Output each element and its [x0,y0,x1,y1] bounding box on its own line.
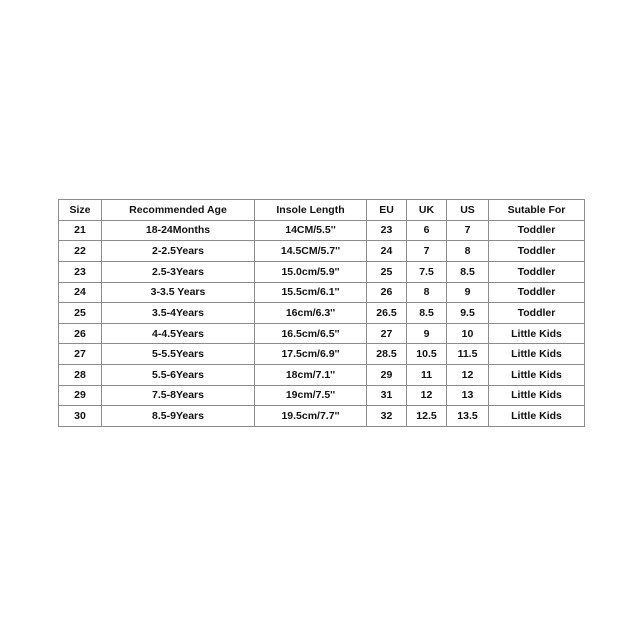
suitable-for-cell: Toddler [489,303,585,324]
us-cell: 8.5 [447,261,489,282]
uk-cell: 12.5 [407,406,447,427]
header-uk: UK [407,200,447,221]
us-cell: 8 [447,241,489,262]
age-cell: 18-24Months [102,220,255,241]
uk-cell: 10.5 [407,344,447,365]
age-cell: 2-2.5Years [102,241,255,262]
suitable-for-cell: Little Kids [489,406,585,427]
uk-cell: 8 [407,282,447,303]
header-recommended-age: Recommended Age [102,200,255,221]
table-row [59,344,585,365]
us-cell: 13.5 [447,406,489,427]
age-cell: 7.5-8Years [102,385,255,406]
size-cell: 25 [59,303,102,324]
suitable-for-cell: Little Kids [489,323,585,344]
insole-length-cell: 17.5cm/6.9'' [255,344,367,365]
size-cell: 28 [59,365,102,386]
table-row [59,241,585,262]
uk-cell: 12 [407,385,447,406]
uk-cell: 11 [407,365,447,386]
insole-length-cell: 14CM/5.5'' [255,220,367,241]
header-row [59,200,585,221]
table-row [59,323,585,344]
table-row [59,406,585,427]
eu-cell: 29 [367,365,407,386]
table-row [59,365,585,386]
header-insole-length: Insole Length [255,200,367,221]
table-row [59,385,585,406]
size-cell: 23 [59,261,102,282]
header-us: US [447,200,489,221]
suitable-for-cell: Toddler [489,261,585,282]
eu-cell: 32 [367,406,407,427]
uk-cell: 7.5 [407,261,447,282]
size-cell: 29 [59,385,102,406]
suitable-for-cell: Toddler [489,282,585,303]
age-cell: 2.5-3Years [102,261,255,282]
age-cell: 3-3.5 Years [102,282,255,303]
insole-length-cell: 15.0cm/5.9'' [255,261,367,282]
uk-cell: 6 [407,220,447,241]
table-row [59,282,585,303]
uk-cell: 9 [407,323,447,344]
size-cell: 24 [59,282,102,303]
eu-cell: 31 [367,385,407,406]
eu-cell: 27 [367,323,407,344]
suitable-for-cell: Little Kids [489,365,585,386]
suitable-for-cell: Toddler [489,220,585,241]
header-eu: EU [367,200,407,221]
table-row [59,303,585,324]
size-cell: 22 [59,241,102,262]
table-row [59,220,585,241]
insole-length-cell: 16.5cm/6.5'' [255,323,367,344]
insole-length-cell: 18cm/7.1'' [255,365,367,386]
uk-cell: 8.5 [407,303,447,324]
age-cell: 5-5.5Years [102,344,255,365]
size-chart-table [58,199,585,427]
insole-length-cell: 19cm/7.5'' [255,385,367,406]
age-cell: 8.5-9Years [102,406,255,427]
us-cell: 11.5 [447,344,489,365]
insole-length-cell: 16cm/6.3'' [255,303,367,324]
size-cell: 26 [59,323,102,344]
size-cell: 30 [59,406,102,427]
insole-length-cell: 15.5cm/6.1'' [255,282,367,303]
eu-cell: 26 [367,282,407,303]
size-cell: 21 [59,220,102,241]
us-cell: 7 [447,220,489,241]
eu-cell: 26.5 [367,303,407,324]
size-cell: 27 [59,344,102,365]
suitable-for-cell: Toddler [489,241,585,262]
header-size: Size [59,200,102,221]
eu-cell: 24 [367,241,407,262]
us-cell: 9 [447,282,489,303]
header-suitable-for: Sutable For [489,200,585,221]
insole-length-cell: 14.5CM/5.7'' [255,241,367,262]
age-cell: 4-4.5Years [102,323,255,344]
eu-cell: 23 [367,220,407,241]
us-cell: 10 [447,323,489,344]
size-chart-body [59,220,585,426]
us-cell: 9.5 [447,303,489,324]
table-row [59,261,585,282]
age-cell: 3.5-4Years [102,303,255,324]
eu-cell: 28.5 [367,344,407,365]
uk-cell: 7 [407,241,447,262]
suitable-for-cell: Little Kids [489,385,585,406]
us-cell: 13 [447,385,489,406]
us-cell: 12 [447,365,489,386]
insole-length-cell: 19.5cm/7.7'' [255,406,367,427]
suitable-for-cell: Little Kids [489,344,585,365]
eu-cell: 25 [367,261,407,282]
age-cell: 5.5-6Years [102,365,255,386]
